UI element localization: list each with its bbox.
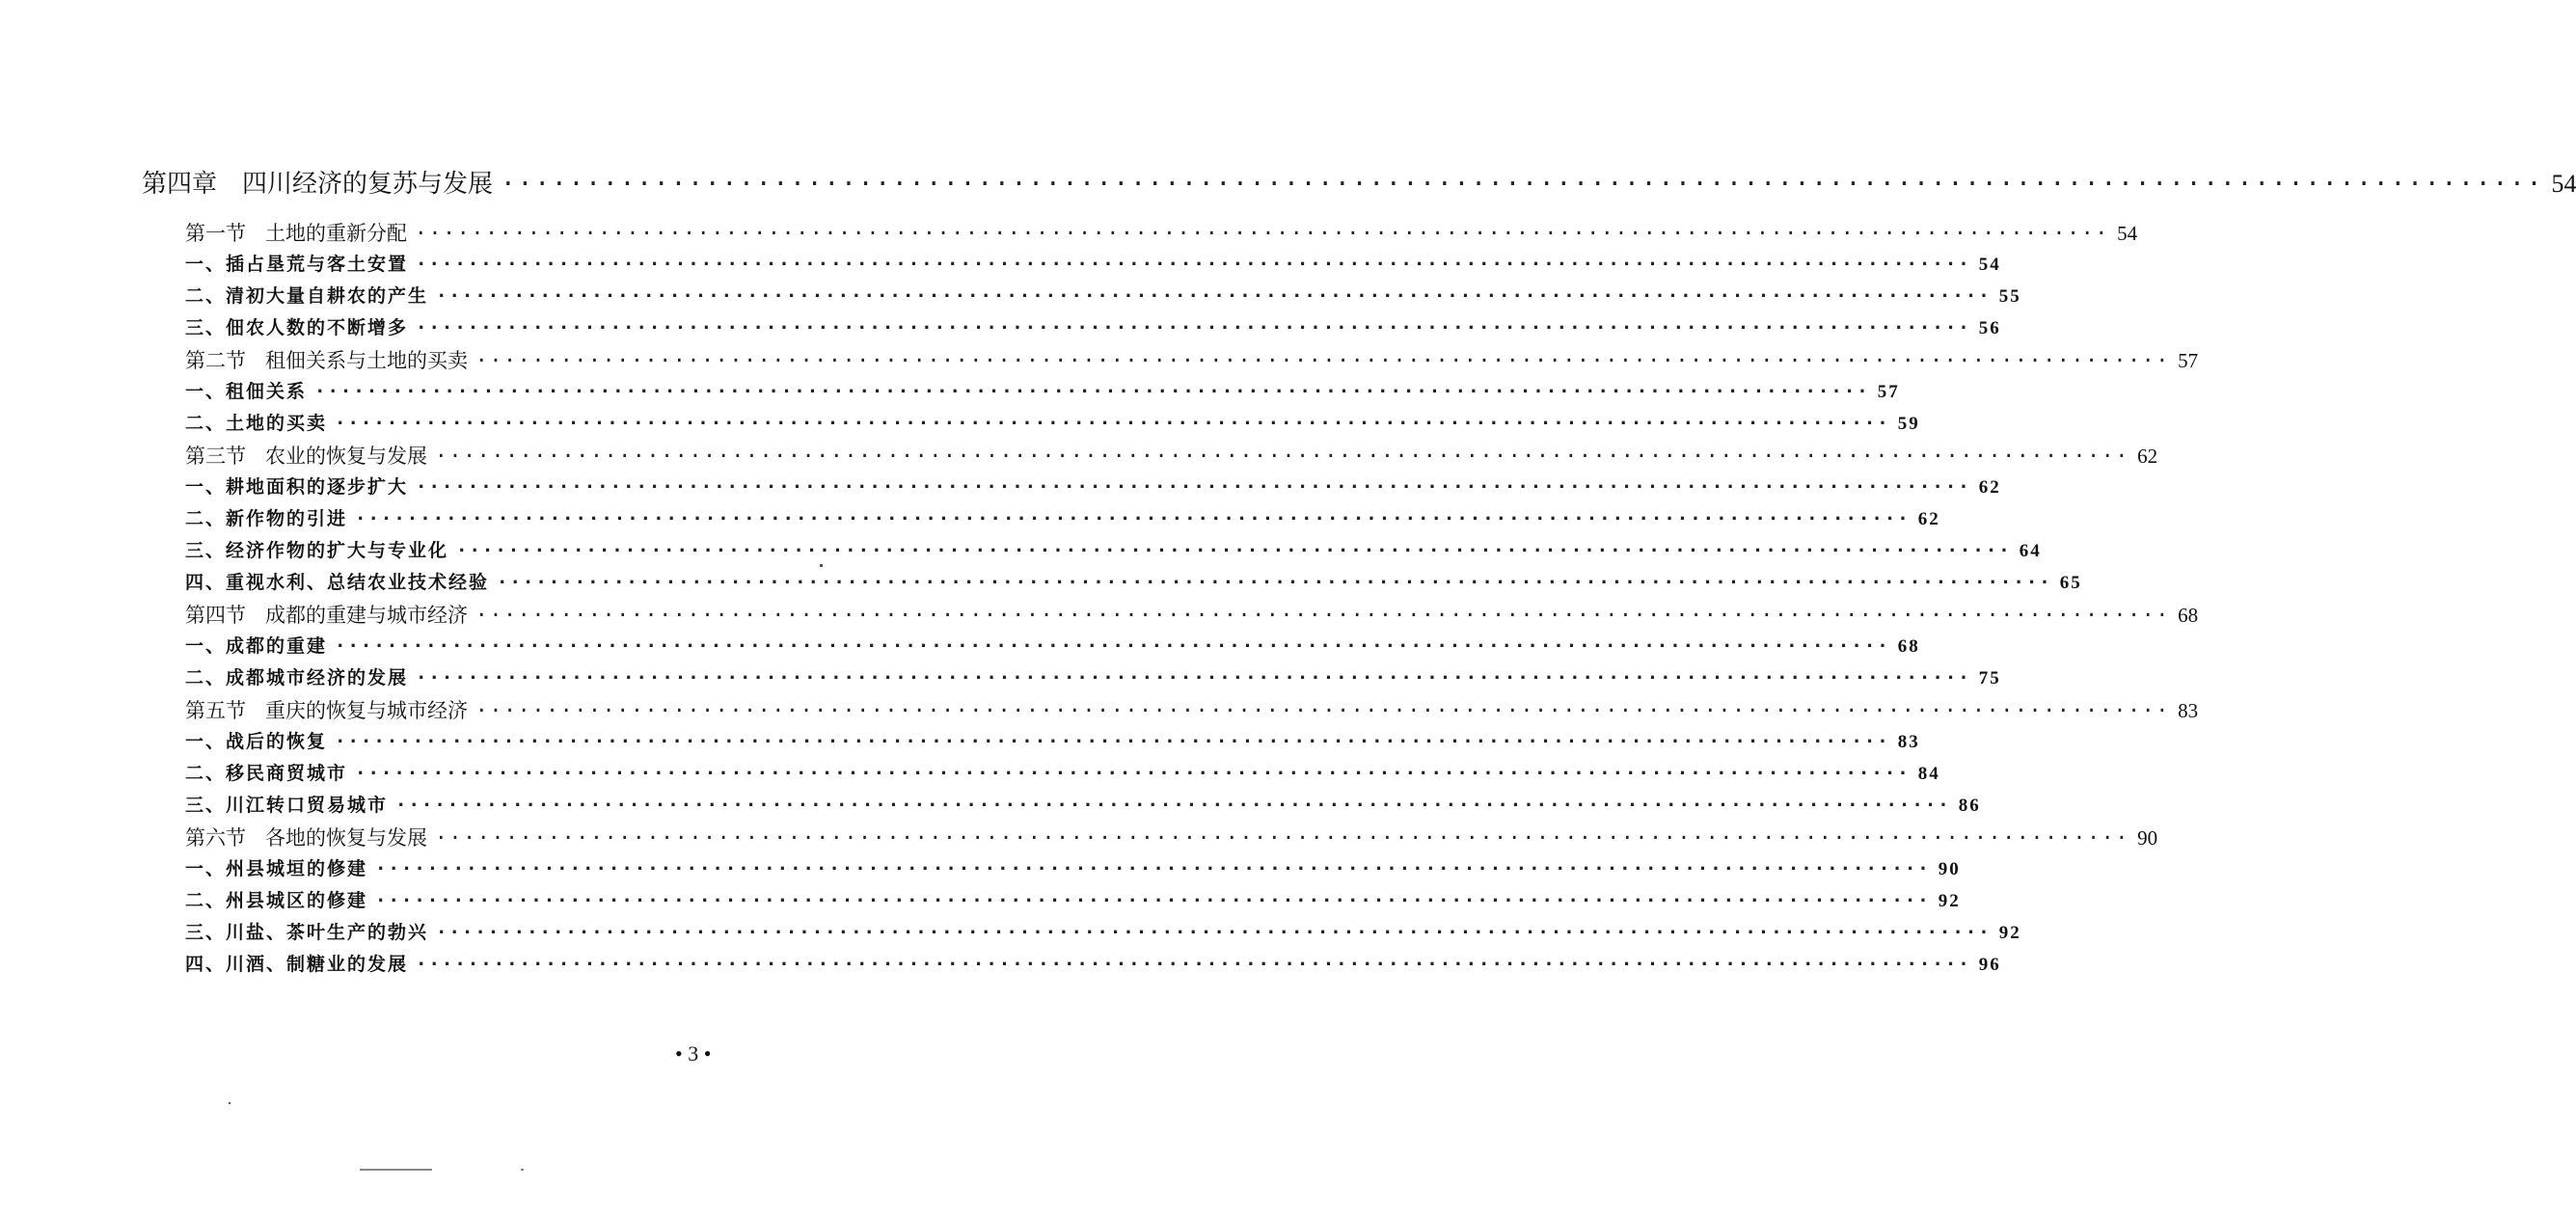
dot-leader: ························································································································ — [395, 795, 1951, 816]
toc-subsection-entry — [185, 377, 1900, 403]
dot-leader: ························································································································ — [335, 635, 1890, 657]
dot-leader: ························································································································ — [355, 763, 1911, 784]
toc-subsection-entry — [185, 632, 1920, 658]
dot-leader: ························································································································ — [435, 445, 2130, 468]
page-number: 59 — [1897, 414, 1920, 434]
toc-subsection-entry — [185, 568, 2082, 594]
scan-speck — [360, 1169, 432, 1171]
scan-speck — [820, 564, 823, 567]
subsection-title: 三、川江转口贸易城市 — [185, 795, 389, 816]
subsection-title: 三、佃农人数的不断增多 — [185, 317, 409, 338]
section-label: 第一节 — [185, 222, 246, 245]
dot-leader: ························································································································ — [415, 222, 2110, 245]
page-number: 68 — [2178, 604, 2199, 627]
page-number: 96 — [1978, 955, 2001, 975]
section-title: 重庆的恢复与城市经济 — [265, 699, 468, 722]
toc-subsection-entry — [185, 791, 1981, 817]
section-title: 成都的重建与城市经济 — [265, 604, 468, 627]
toc-section-entry — [185, 345, 2199, 374]
section-label: 第四节 — [185, 604, 246, 627]
page-number: 62 — [1978, 477, 2001, 498]
subsection-title: 三、经济作物的扩大与专业化 — [185, 540, 449, 561]
subsection-title: 二、土地的买卖 — [185, 413, 328, 434]
toc-subsection-entry — [185, 250, 2001, 276]
toc-subsection-entry — [185, 409, 1920, 435]
toc-subsection-entry — [185, 282, 2021, 308]
page-number: 64 — [2019, 541, 2042, 561]
page-number-footer: • 3 • — [675, 1041, 712, 1066]
page-number: 65 — [2059, 573, 2082, 593]
toc-subsection-entry — [185, 950, 2001, 976]
page-number: 62 — [1917, 509, 1940, 529]
toc-subsection-entry — [185, 472, 2001, 499]
page-number: 92 — [1938, 891, 1961, 911]
dot-leader: ························································································································ — [416, 317, 1971, 338]
page-number: 57 — [1877, 382, 1900, 402]
dot-leader: ························································································································ — [375, 858, 1931, 879]
subsection-title: 四、川酒、制糖业的发展 — [185, 954, 409, 975]
toc-section-entry — [185, 218, 2138, 247]
toc-subsection-entry — [185, 536, 2042, 562]
subsection-title: 二、新作物的引进 — [185, 508, 348, 529]
page-number: 62 — [2137, 445, 2158, 468]
subsection-title: 二、成都城市经济的发展 — [185, 667, 409, 688]
toc-section-entry — [185, 600, 2199, 629]
toc-subsection-entry — [185, 886, 1961, 912]
page-number: 54 — [1978, 255, 2001, 275]
subsection-title: 一、战后的恢复 — [185, 731, 328, 752]
subsection-title: 三、川盐、茶叶生产的勃兴 — [185, 922, 429, 943]
subsection-title: 二、移民商贸城市 — [185, 763, 348, 784]
dot-leader: ························································································································ — [416, 954, 1971, 975]
page-number: 56 — [1978, 318, 2001, 338]
subsection-title: 一、插占垦荒与客土安置 — [185, 254, 409, 275]
dot-leader: ························································································································ — [416, 254, 1971, 275]
dot-leader: ························································································································ — [314, 381, 1870, 402]
section-title: 租佃关系与土地的买卖 — [265, 349, 468, 372]
subsection-title: 一、州县城垣的修建 — [185, 858, 368, 879]
chapter-label: 第四章 — [142, 170, 218, 199]
section-label: 第六节 — [185, 826, 246, 850]
dot-leader: ························································································································ — [436, 922, 1992, 943]
toc-subsection-entry — [185, 759, 1940, 785]
dot-leader: ························································································································ — [475, 349, 2171, 372]
section-title: 土地的重新分配 — [265, 222, 407, 245]
page-number: 92 — [1998, 923, 2021, 943]
page-number: 75 — [1978, 668, 2001, 688]
page-number: 57 — [2178, 349, 2199, 372]
scan-speck — [229, 1102, 230, 1104]
section-label: 第五节 — [185, 699, 246, 722]
section-label: 第二节 — [185, 349, 246, 372]
dot-leader: ························································································································ — [375, 890, 1931, 911]
dot-leader: ························································································································ — [475, 699, 2171, 722]
subsection-title: 二、州县城区的修建 — [185, 890, 368, 911]
chapter-page-number: 54 — [2551, 170, 2576, 198]
dot-leader: ························································································································ — [475, 604, 2171, 627]
toc-section-entry — [185, 823, 2158, 851]
dot-leader: ························································································································ — [355, 508, 1911, 529]
toc-subsection-entry — [185, 854, 1961, 880]
page-number: 55 — [1998, 286, 2021, 307]
dot-leader: ························································································································ — [435, 826, 2130, 850]
toc-subsection-entry — [185, 918, 2021, 944]
subsection-title: 二、清初大量自耕农的产生 — [185, 285, 429, 307]
section-title: 各地的恢复与发展 — [265, 826, 427, 850]
subsection-title: 一、租佃关系 — [185, 381, 308, 402]
dot-leader: ························································································································ — [456, 540, 2012, 561]
subsection-title: 一、成都的重建 — [185, 635, 328, 657]
page-number: 68 — [1897, 636, 1920, 657]
page-number: 84 — [1917, 764, 1940, 784]
chapter-title: 四川经济的复苏与发展 — [242, 170, 494, 199]
dot-leader: ························································································································ — [335, 731, 1890, 752]
dot-leader: ························································································································ — [436, 285, 1992, 307]
dot-leader: ························································································································ — [501, 170, 2544, 199]
toc-subsection-entry — [185, 727, 1920, 753]
section-label: 第三节 — [185, 445, 246, 468]
toc-section-entry — [185, 695, 2199, 724]
toc-subsection-entry — [185, 663, 2001, 689]
toc-subsection-entry — [185, 313, 2001, 339]
section-title: 农业的恢复与发展 — [265, 445, 427, 468]
page-number: 54 — [2117, 222, 2138, 245]
subsection-title: 一、耕地面积的逐步扩大 — [185, 476, 409, 498]
toc-chapter-heading — [142, 164, 2576, 200]
page-number: 83 — [2178, 699, 2199, 722]
dot-leader: ························································································································ — [497, 572, 2052, 593]
page-number: 90 — [2137, 826, 2158, 850]
subsection-title: 四、重视水利、总结农业技术经验 — [185, 572, 490, 593]
dot-leader: ························································································································ — [416, 476, 1971, 498]
toc-subsection-entry — [185, 504, 1940, 530]
scan-speck — [521, 1169, 524, 1171]
toc-section-entry — [185, 441, 2158, 470]
dot-leader: ························································································································ — [416, 667, 1971, 688]
page-number: 86 — [1958, 796, 1981, 816]
dot-leader: ························································································································ — [335, 413, 1890, 434]
page-number: 90 — [1938, 859, 1961, 879]
page-number: 83 — [1897, 732, 1920, 752]
